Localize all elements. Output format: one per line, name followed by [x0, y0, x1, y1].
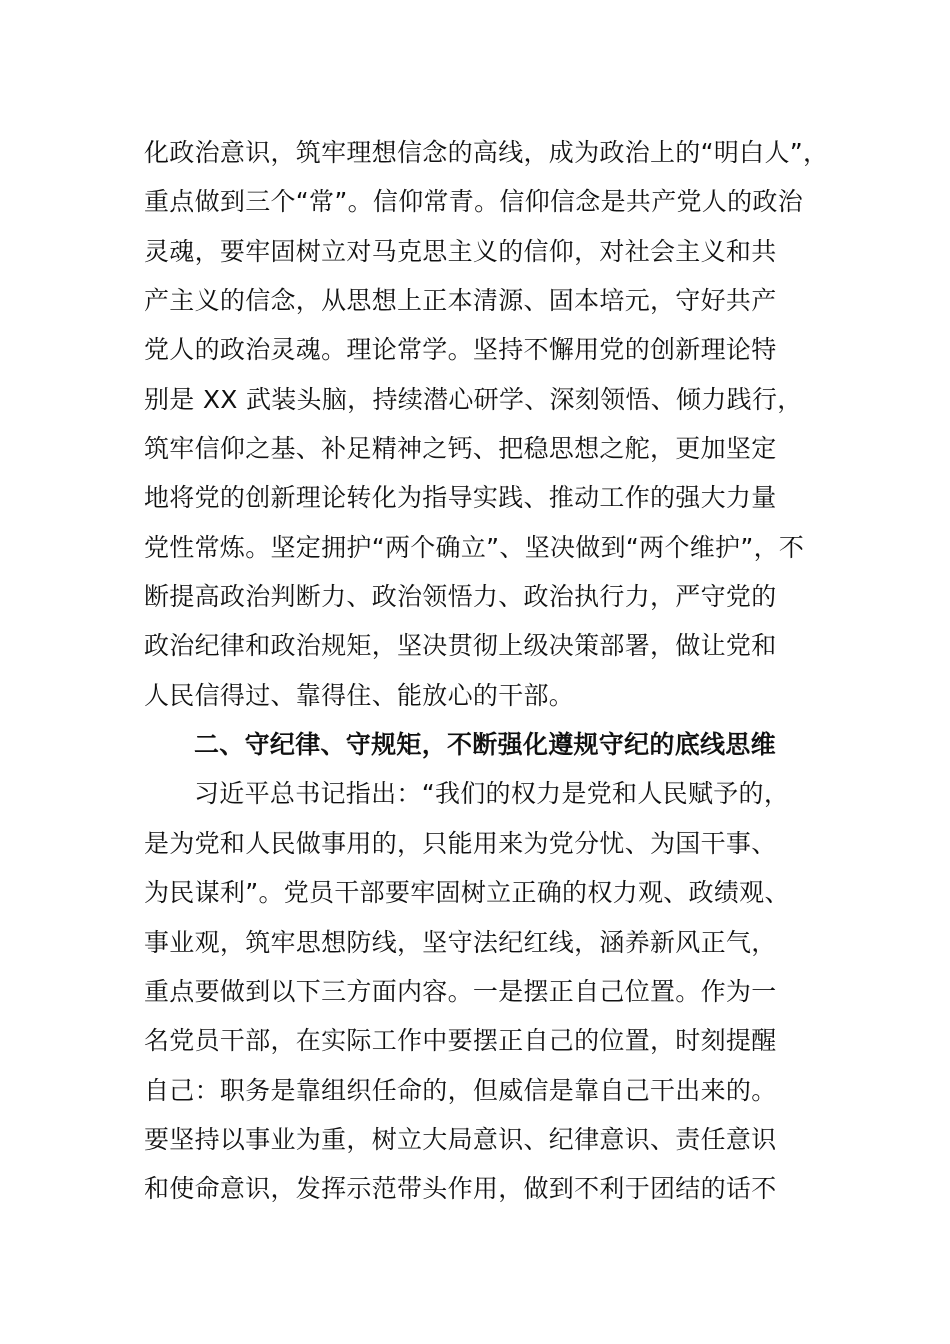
text-line: 产主义的信念，从思想上正本清源、固本培元，守好共产: [144, 286, 777, 316]
section-heading: 二、守纪律、守规矩，不断强化遵规守纪的底线思维: [194, 730, 776, 760]
text-line: 名党员干部，在实际工作中要摆正自己的位置，时刻提醒: [144, 1026, 777, 1056]
text-line: 党人的政治灵魂。理论常学。坚持不懈用党的创新理论特: [144, 335, 777, 365]
text-line: 和使命意识，发挥示范带头作用，做到不利于团结的话不: [144, 1174, 777, 1204]
text-line: 筑牢信仰之基、补足精神之钙、把稳思想之舵，更加坚定: [144, 434, 777, 464]
text-line: 要坚持以事业为重，树立大局意识、纪律意识、责任意识: [144, 1124, 777, 1154]
text-line: 为民谋利”。党员干部要牢固树立正确的权力观、政绩观、: [144, 878, 790, 908]
text-line: 灵魂，要牢固树立对马克思主义的信仰，对社会主义和共: [144, 236, 777, 266]
text-line: 政治纪律和政治规矩，坚决贯彻上级决策部署，做让党和: [144, 631, 777, 661]
text-line: 断提高政治判断力、政治领悟力、政治执行力，严守党的: [144, 582, 777, 612]
text-line: 化政治意识，筑牢理想信念的高线，成为政治上的“明白人”，: [144, 138, 829, 167]
text-line: 是为党和人民做事用的，只能用来为党分忧、为国干事、: [144, 828, 777, 858]
text-line: 地将党的创新理论转化为指导实践、推动工作的强大力量: [144, 483, 777, 513]
text-line: 人民信得过、靠得住、能放心的干部。: [144, 680, 575, 710]
text-line: 自己：职务是靠组织任命的，但威信是靠自己干出来的。: [144, 1075, 777, 1105]
paragraph-first-line: 习近平总书记指出：“我们的权力是党和人民赋予的，: [194, 779, 790, 809]
body-text: [144, 128, 829, 1214]
text-line: 事业观，筑牢思想防线，坚守法纪红线，涵养新风正气，: [144, 927, 777, 957]
text-line: 重点要做到以下三方面内容。一是摆正自己位置。作为一: [144, 976, 777, 1006]
text-line: 别是 XX 武装头脑，持续潜心研学、深刻领悟、倾力践行，: [144, 384, 803, 414]
text-line: 重点做到三个“常”。信仰常青。信仰信念是共产党人的政治: [144, 187, 804, 217]
text-line: 党性常炼。坚定拥护“两个确立”、坚决做到“两个维护”，不: [144, 532, 805, 562]
